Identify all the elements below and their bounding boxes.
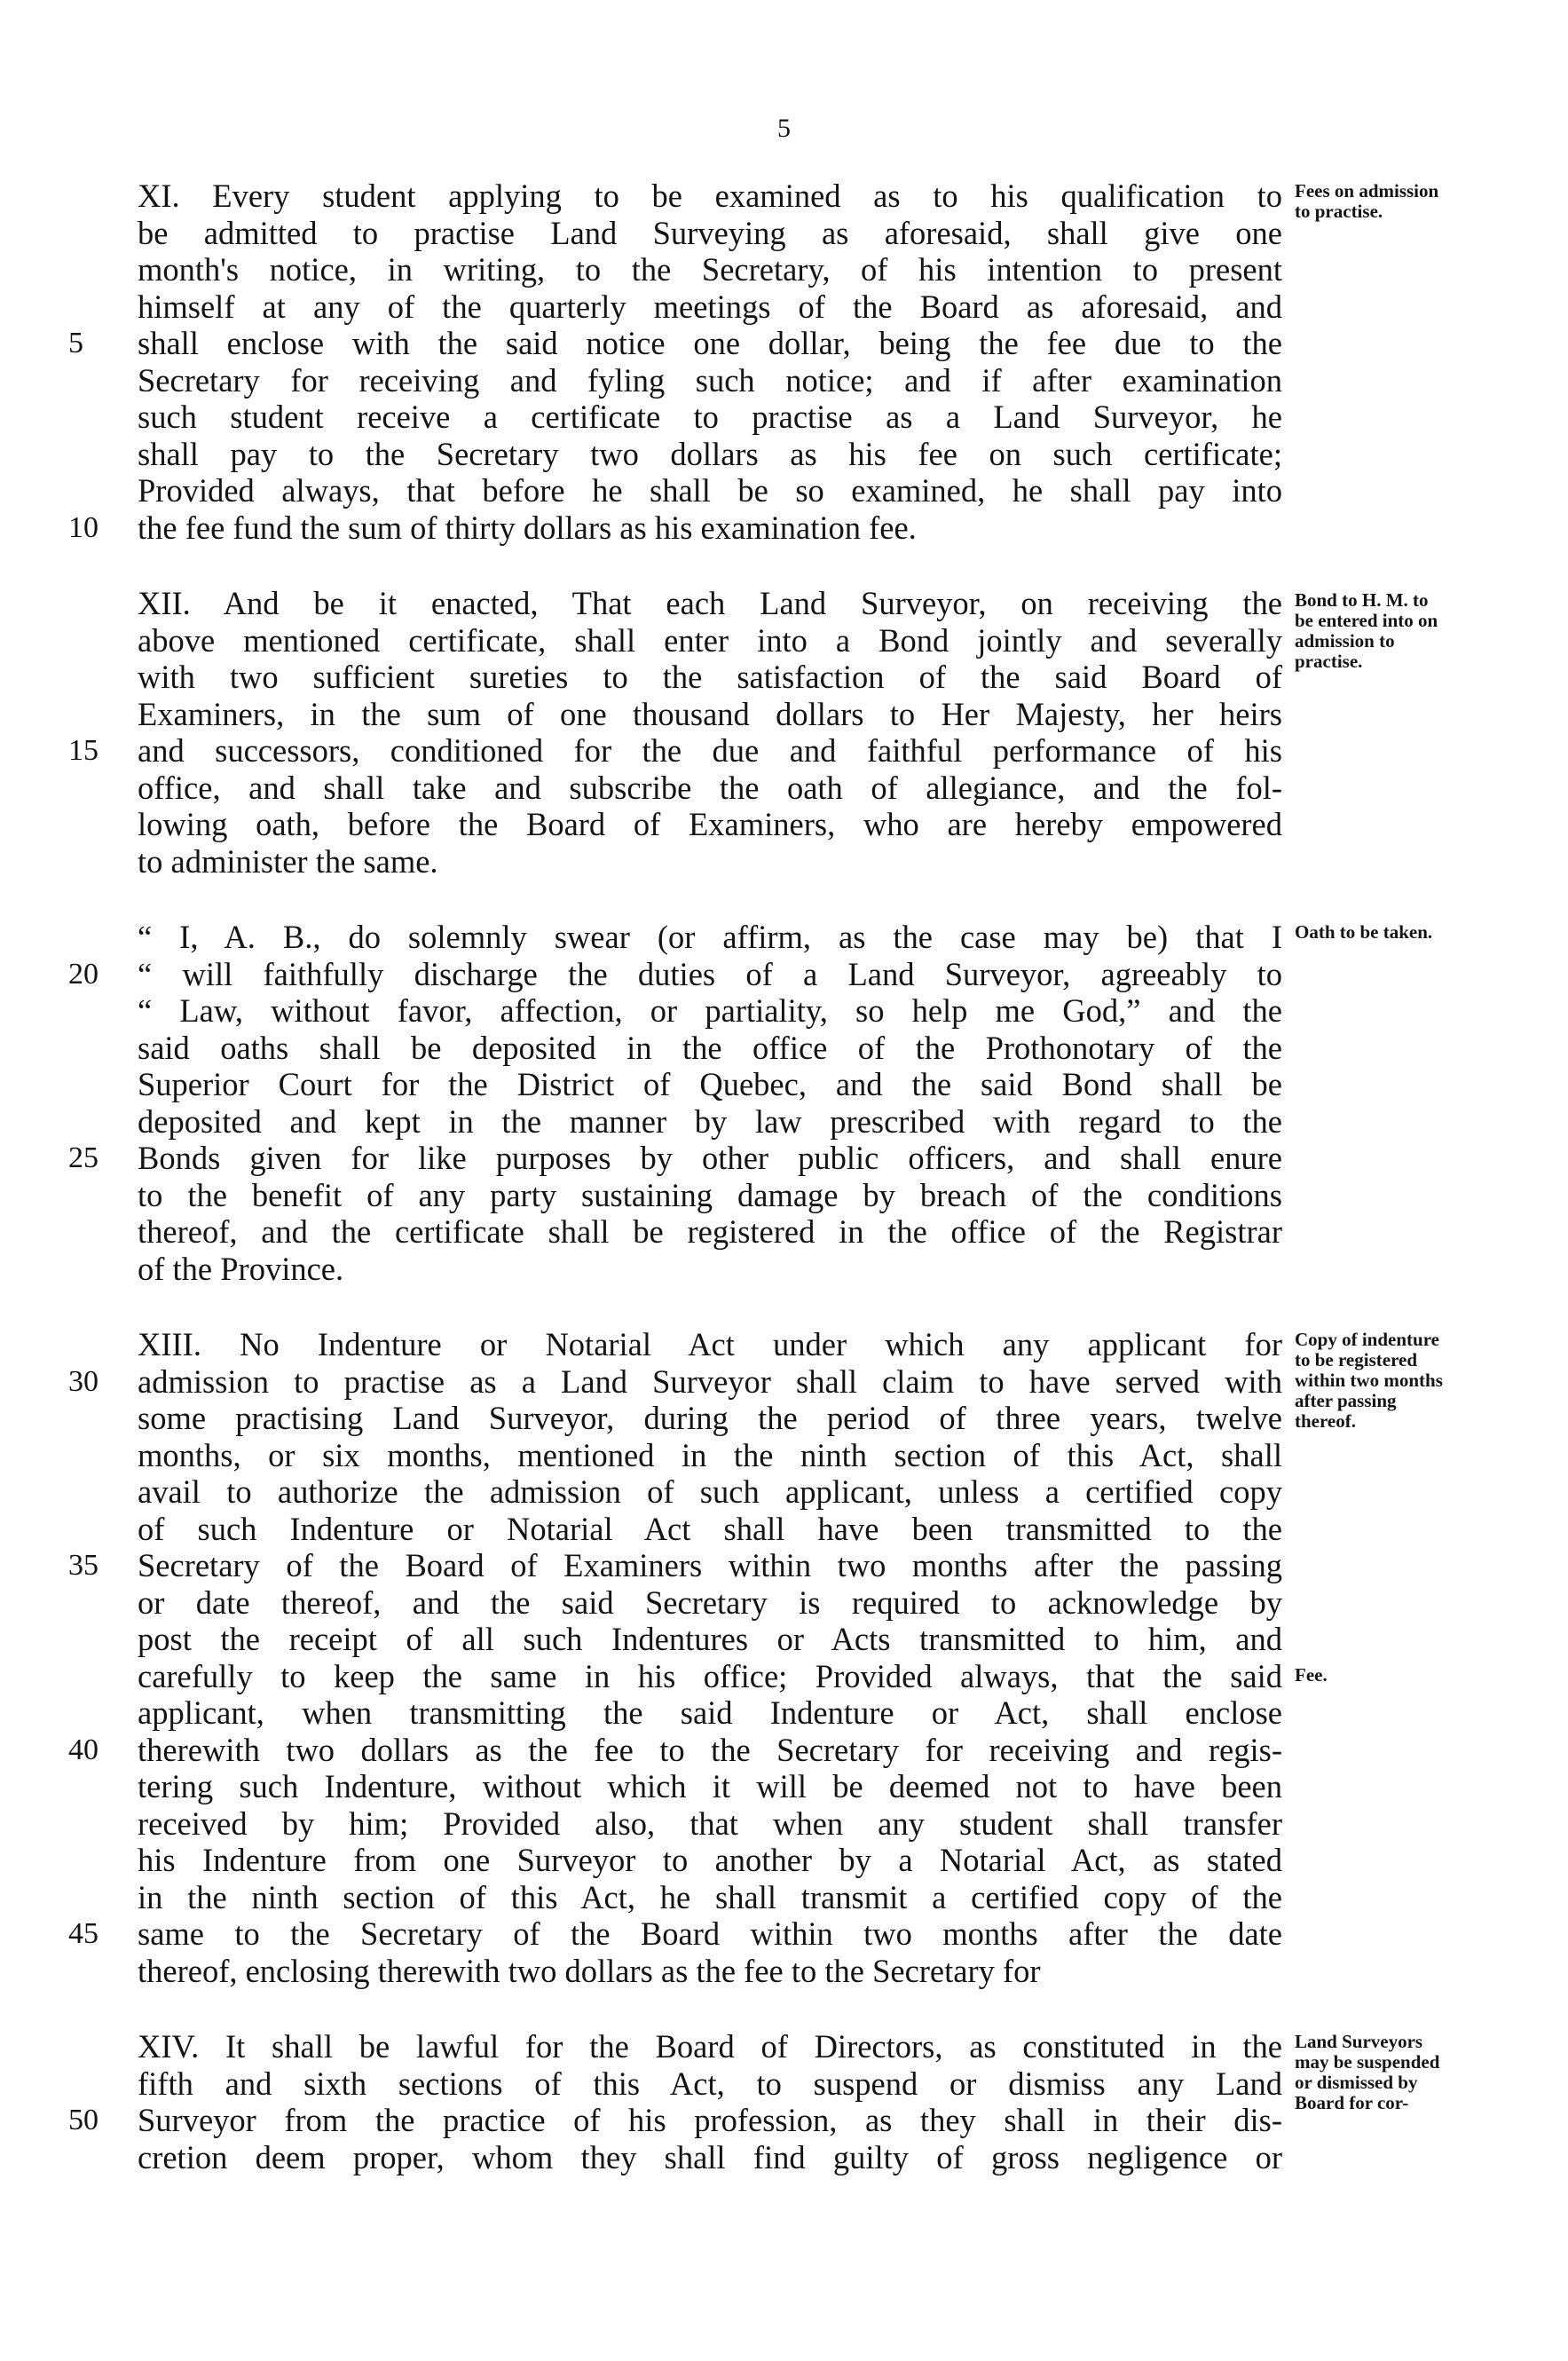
text-line: some practising Land Surveyor, during the period of three years, twelve: [138, 1400, 1282, 1436]
text-line: “ I, A. B., do solemnly swear (or affirm, as the case may be) that I: [138, 919, 1282, 955]
text-line: “ Law, without favor, affection, or partiality, so help me God,” and the: [138, 992, 1282, 1029]
section-xi: [68, 178, 1439, 546]
text-line: said oaths shall be deposited in the office of the Prothonotary of the: [138, 1029, 1282, 1066]
text-line: tering such Indenture, without which it will be deemed not to have been: [138, 1768, 1282, 1804]
text-line: fifth and sixth sections of this Act, to suspend or dismiss any Land: [138, 2065, 1282, 2102]
page-number: 5: [777, 114, 791, 143]
text-line: carefully to keep the same in his office; Provided always, that the said: [138, 1657, 1282, 1694]
section-xii: [68, 585, 1438, 880]
text-line: Superior Court for the District of Quebec, and the said Bond shall be: [138, 1066, 1282, 1102]
text-line: thereof, and the certificate shall be registered in the office of the Registrar: [138, 1213, 1282, 1250]
line-number: 25: [68, 1141, 98, 1174]
text-line: 25 Bonds given for like purposes by other public officers, and shall enure: [68, 1140, 1282, 1176]
section-xiv: [68, 2028, 1440, 2175]
text-line: 10 the fee fund the sum of thirty dollars as his examination fee.: [68, 509, 917, 546]
text-line: deposited and kept in the manner by law prescribed with regard to the: [138, 1102, 1282, 1140]
text-line: post the receipt of all such Indentures or Acts transmitted to him, and: [138, 1621, 1282, 1657]
text-line: with two sufficient sureties to the satisfaction of the said Board of: [138, 659, 1282, 695]
text-line: XIV. It shall be lawful for the Board of Directors, as constituted in the: [138, 2028, 1282, 2065]
text-line: XIII. No Indenture or Notarial Act under which any applicant for: [138, 1326, 1282, 1362]
text-line: be admitted to practise Land Surveying as aforesaid, shall give one: [138, 214, 1282, 251]
section-xiii: [68, 1326, 1443, 1989]
text-line: of such Indenture or Notarial Act shall have been transmitted to the: [138, 1510, 1282, 1547]
text-line: XII. And be it enacted, That each Land Surveyor, on receiving the: [138, 585, 1282, 621]
line-number: 5: [68, 327, 83, 359]
text-line: months, or six months, mentioned in the ninth section of this Act, shall: [138, 1436, 1282, 1473]
margin-note-oath: Oath to be taken.: [1295, 921, 1433, 943]
text-line: 45 same to the Secretary of the Board within two months after the date: [68, 1915, 1282, 1952]
line-number: 10: [68, 510, 98, 544]
text-line: 30 admission to practise as a Land Surveyor shall claim to have served with: [68, 1362, 1282, 1400]
text-line: received by him; Provided also, that when any student shall transfer: [138, 1804, 1282, 1842]
line-number: 35: [68, 1549, 98, 1582]
text-line: or date thereof, and the said Secretary is required to acknowledge by: [138, 1583, 1282, 1621]
text-line: 5 shall enclose with the said notice one dollar, being the fee due to the: [68, 325, 1282, 361]
text-line: avail to authorize the admission of such applicant, unless a certified copy: [138, 1473, 1282, 1510]
text-line: such student receive a certificate to practise as a Land Surveyor, he: [138, 399, 1282, 435]
text-line: month's notice, in writing, to the Secretary, of his intention to present: [138, 251, 1282, 288]
margin-note-bond: Bond to H. M. to be entered into on admission to practise.: [1295, 589, 1438, 672]
text-line: above mentioned certificate, shall enter into a Bond jointly and severally: [138, 621, 1282, 659]
text-line: Examiners, in the sum of one thousand dollars to Her Majesty, her heirs: [138, 695, 1282, 732]
text-line: 35 Secretary of the Board of Examiners within two months after the passing: [68, 1547, 1282, 1583]
text-line: shall pay to the Secretary two dollars as his fee on such certificate;: [138, 435, 1282, 472]
statute-text: [68, 178, 1443, 2175]
margin-note-fees: Fees on admission to practise.: [1295, 180, 1439, 222]
text-line: Secretary for receiving and fyling such notice; and if after examination: [138, 361, 1282, 399]
text-line: 40 therewith two dollars as the fee to the Secretary for receiving and regis-: [68, 1731, 1282, 1768]
text-line: cretion deem proper, whom they shall find guilty of gross negligence or: [138, 2138, 1282, 2175]
text-line: his Indenture from one Surveyor to another by a Notarial Act, as stated: [138, 1842, 1282, 1878]
text-line: Provided always, that before he shall be so examined, he shall pay into: [138, 472, 1282, 509]
line-number: 15: [68, 734, 98, 767]
line-number: 30: [68, 1364, 98, 1398]
line-number: 45: [68, 1917, 98, 1950]
text-line: office, and shall take and subscribe the oath of allegiance, and the fol-: [138, 769, 1282, 806]
text-line: to administer the same.: [138, 842, 438, 880]
line-number: 20: [68, 957, 98, 991]
section-oath: [68, 919, 1433, 1287]
text-line: in the ninth section of this Act, he shall transmit a certified copy of the: [138, 1878, 1282, 1915]
margin-note-dismissal: Land Surveyors may be suspended or dismissed by Board for cor-: [1295, 2031, 1440, 2113]
text-line: applicant, when transmitting the said Indenture or Act, shall enclose: [138, 1694, 1282, 1731]
text-line: 15 and successors, conditioned for the due and faithful performance of his: [68, 732, 1282, 769]
text-line: thereof, enclosing therewith two dollars as the fee to the Secretary for: [138, 1952, 1041, 1989]
text-line: XI. Every student applying to be examined as to his qualification to: [138, 178, 1282, 214]
text-line: to the benefit of any party sustaining damage by breach of the conditions: [138, 1176, 1282, 1213]
line-number: 50: [68, 2104, 98, 2136]
text-line: himself at any of the quarterly meetings of the Board as aforesaid, and: [138, 288, 1282, 325]
text-line: 50 Surveyor from the practice of his profession, as they shall in their dis-: [68, 2102, 1282, 2138]
margin-note-indenture: Copy of indenture to be registered within two months after passing thereof.: [1295, 1329, 1443, 1432]
text-line: lowing oath, before the Board of Examiners, who are hereby empowered: [138, 806, 1282, 842]
line-number: 40: [68, 1733, 98, 1766]
text-line: of the Province.: [138, 1250, 344, 1287]
text-line: 20 “ will faithfully discharge the duties of a Land Surveyor, agreeably to: [68, 955, 1282, 992]
margin-note-fee: Fee.: [1295, 1664, 1328, 1686]
